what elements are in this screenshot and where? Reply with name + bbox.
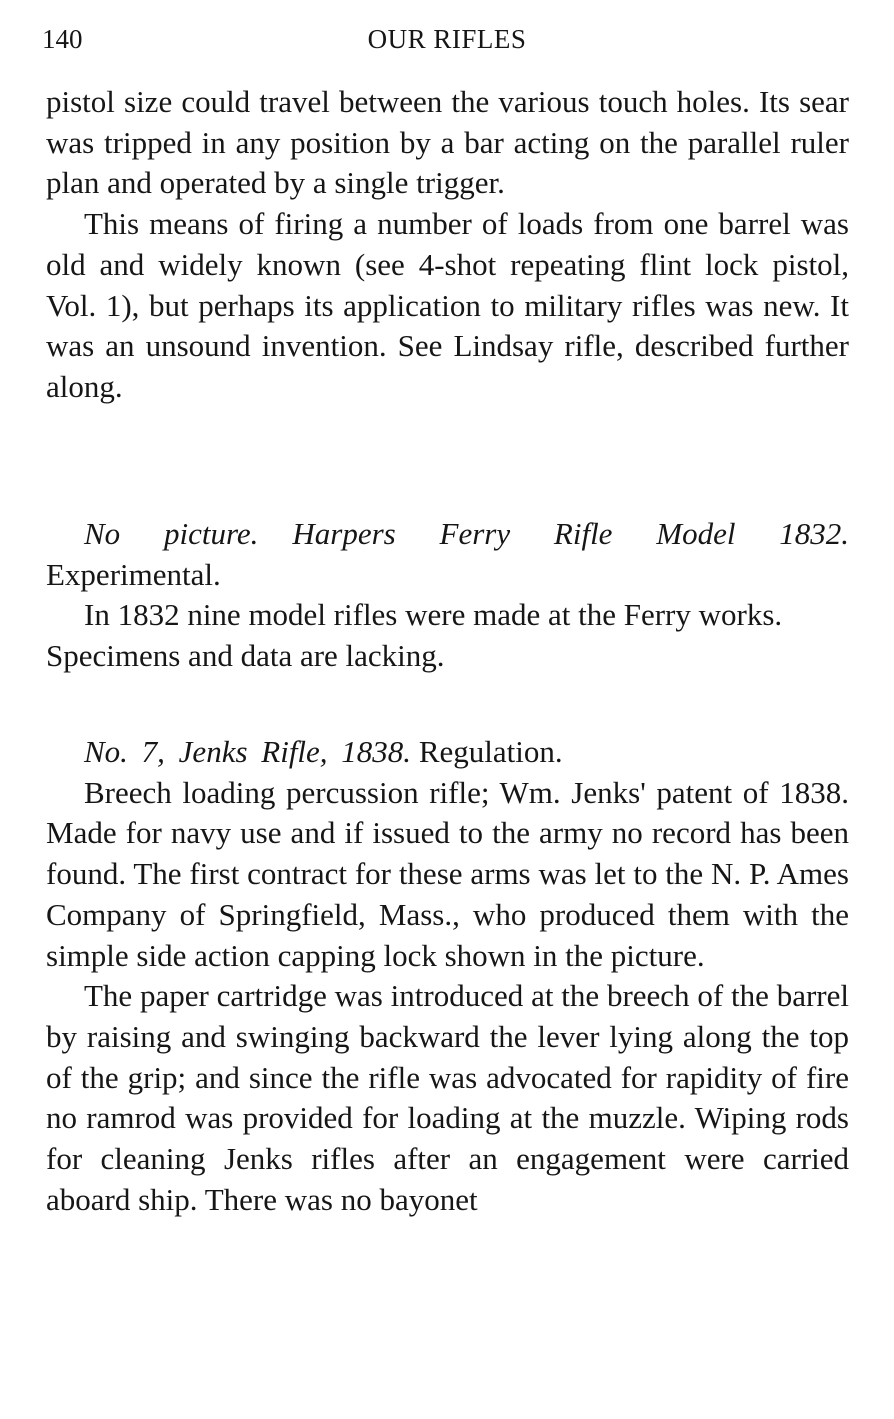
harpers-ferry-1832-section [46,514,849,677]
section-title-jenks: No. 7, Jenks Rifle, 1838. [84,734,412,769]
jenks-cartridge-paragraph: The paper cartridge was introduced at the breech of the barrel by raising and swinging backward the lever lying along the top of the grip; and since the rifle was advocated for rapidity of fire no ramrod was provided for loading at the muzzle. Wiping rods for cleaning Jenks rifles after an engagement were carried aboard ship. There was no bayonet [46,978,849,1217]
paragraph-1832: In 1832 nine model rifles were made at the Ferry works. Specimens and data are lacking. [46,597,783,674]
section-title-1832: Harpers Ferry Rifle Model 1832. [292,516,849,551]
running-head: OUR RIFLES [367,24,527,54]
continuation-section [46,82,849,408]
jenks-rifle-1838-section [46,732,849,1220]
page-header [42,24,852,64]
section-status-jenks: Regulation. [418,734,563,769]
section-heading-jenks [46,732,849,773]
section-status-1832: Experimental. [46,556,221,592]
firing-loads-paragraph: This means of firing a number of loads from one barrel was old and widely known (see 4-shot repeating flint lock pistol, Vol. 1), but perhaps its application to military rifles was new. It was an unsound invention. See Lindsay rifle, described further along. [46,206,849,404]
page-number: 140 [42,24,83,54]
no-picture-note: No picture. [84,516,259,551]
continuation-paragraph: pistol size could travel between the various touch holes. Its sear was tripped in any position by a bar acting on the parallel ruler plan and operated by a single trigger. [46,84,849,201]
jenks-description-paragraph: Breech loading percussion rifle; Wm. Jenks' patent of 1838. Made for navy use and if issued to the army no record has been found. The first contract for these arms was let to the N. P. Ames Company of Springfield, Mass., who produced them with the simple side action capping lock shown in the picture. [46,774,849,973]
section-heading-1832 [46,514,849,595]
